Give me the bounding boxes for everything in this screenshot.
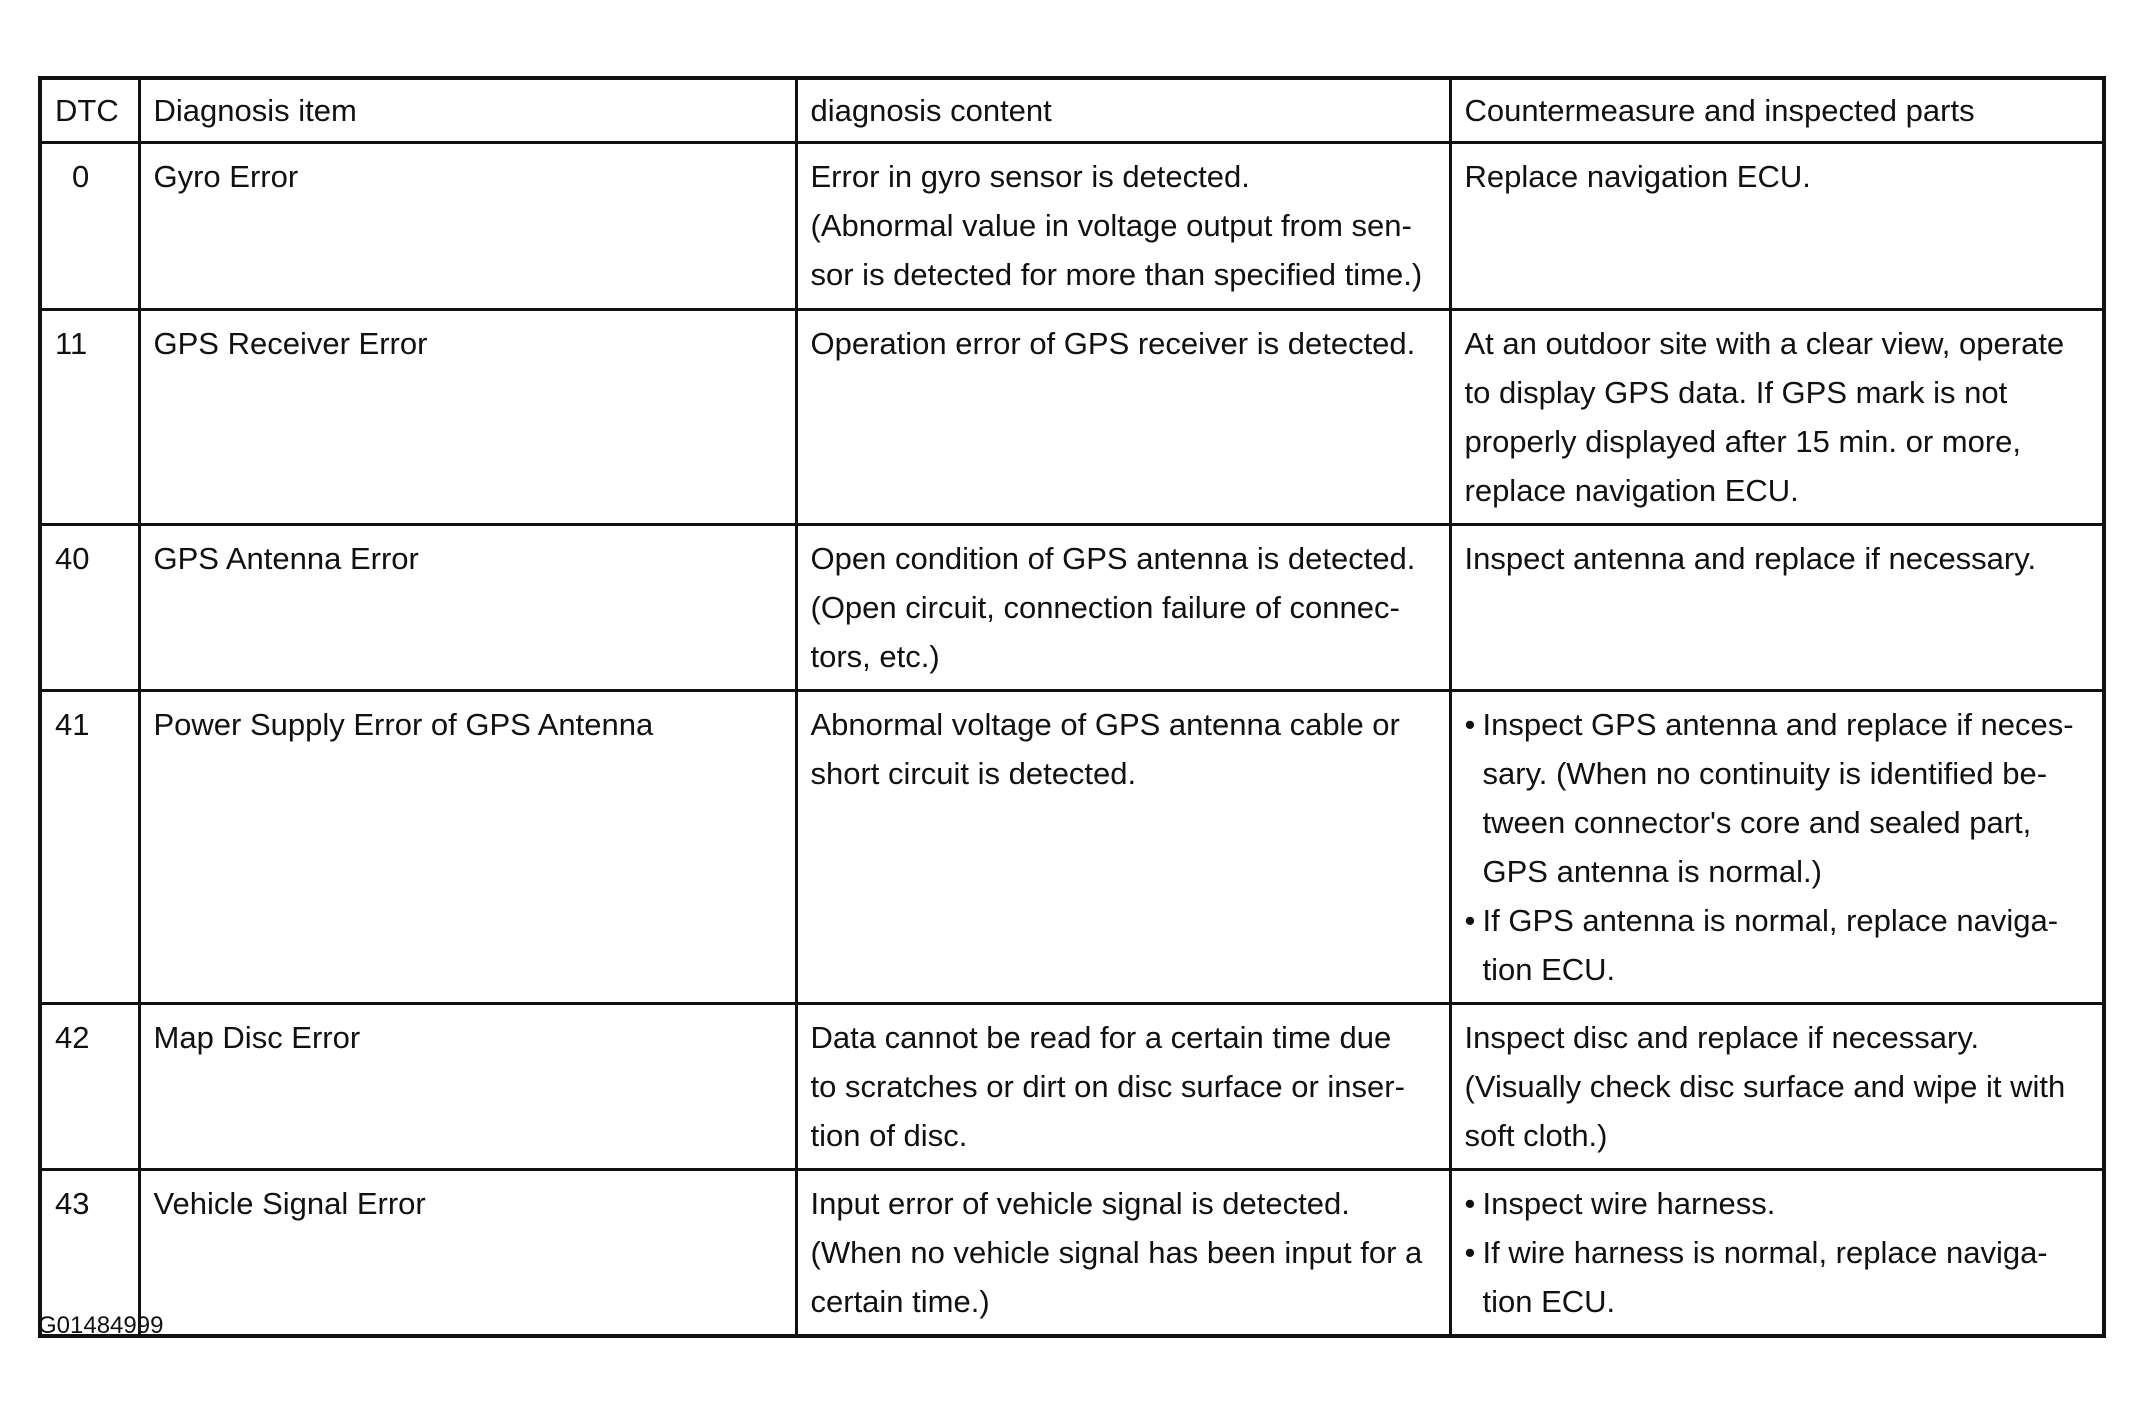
countermeasure-bullets bbox=[1465, 700, 2091, 994]
content-line: Abnormal voltage of GPS antenna cable or bbox=[810, 707, 1400, 742]
content-line: short circuit is detected. bbox=[810, 756, 1137, 791]
table-header bbox=[40, 78, 2104, 143]
bullet-line: tion ECU. bbox=[1482, 952, 1616, 987]
countermeasure bbox=[1450, 310, 2104, 525]
table-row bbox=[40, 143, 2104, 310]
header-diagnosis-item: Diagnosis item bbox=[139, 78, 796, 143]
diagnosis-item: GPS Receiver Error bbox=[139, 310, 796, 525]
bullet-line: tion ECU. bbox=[1482, 1284, 1616, 1319]
header-diagnosis-content: diagnosis content bbox=[796, 78, 1450, 143]
content-line: tors, etc.) bbox=[810, 639, 940, 674]
diagnosis-item: Map Disc Error bbox=[139, 1004, 796, 1170]
countermeasure-line: Inspect antenna and replace if necessary. bbox=[1464, 541, 2037, 576]
figure-code: G01484999 bbox=[38, 1312, 164, 1339]
content-line: Error in gyro sensor is detected. bbox=[810, 159, 1250, 194]
diagnosis-content bbox=[796, 143, 1450, 310]
content-line: Open condition of GPS antenna is detected. bbox=[810, 541, 1416, 576]
bullet-item bbox=[1465, 1179, 2091, 1228]
countermeasure-line: to display GPS data. If GPS mark is not bbox=[1464, 375, 2008, 410]
dtc-code: 11 bbox=[40, 310, 139, 525]
countermeasure-line: Inspect disc and replace if necessary. bbox=[1464, 1020, 1980, 1055]
table-row bbox=[40, 1004, 2104, 1170]
countermeasure-line: At an outdoor site with a clear view, operate bbox=[1464, 326, 2065, 361]
dtc-code: 41 bbox=[40, 691, 139, 1004]
diagnosis-content bbox=[796, 1004, 1450, 1170]
bullet-line: tween connector's core and sealed part, bbox=[1482, 805, 2032, 840]
countermeasure-line: Replace navigation ECU. bbox=[1464, 159, 1811, 194]
countermeasure bbox=[1450, 691, 2104, 1004]
countermeasure-line: (Visually check disc surface and wipe it with bbox=[1464, 1069, 2066, 1104]
dtc-code: 42 bbox=[40, 1004, 139, 1170]
table-row bbox=[40, 525, 2104, 691]
bullet-item bbox=[1465, 896, 2091, 994]
countermeasure bbox=[1450, 143, 2104, 310]
diagnosis-item: Power Supply Error of GPS Antenna bbox=[139, 691, 796, 1004]
diagnosis-item: Gyro Error bbox=[139, 143, 796, 310]
bullet-item bbox=[1465, 1228, 2091, 1326]
countermeasure bbox=[1450, 525, 2104, 691]
content-line: (Open circuit, connection failure of connec- bbox=[810, 590, 1400, 625]
bullet-line: • Inspect wire harness. bbox=[1482, 1186, 1776, 1221]
bullet-item bbox=[1465, 700, 2091, 896]
content-line: (When no vehicle signal has been input for a bbox=[810, 1235, 1423, 1270]
countermeasure bbox=[1450, 1004, 2104, 1170]
countermeasure-line: soft cloth.) bbox=[1464, 1118, 1608, 1153]
dtc-code: 43 bbox=[40, 1170, 139, 1337]
header-countermeasure: Countermeasure and inspected parts bbox=[1450, 78, 2104, 143]
content-line: Operation error of GPS receiver is detected. bbox=[810, 326, 1416, 361]
content-line: tion of disc. bbox=[810, 1118, 968, 1153]
header-dtc: DTC bbox=[40, 78, 139, 143]
bullet-line: • If wire harness is normal, replace naviga- bbox=[1482, 1235, 2048, 1270]
content-line: to scratches or dirt on disc surface or inser- bbox=[810, 1069, 1405, 1104]
diagnosis-content bbox=[796, 691, 1450, 1004]
table-row bbox=[40, 691, 2104, 1004]
countermeasure-line: properly displayed after 15 min. or more, bbox=[1464, 424, 2022, 459]
diagnosis-item: Vehicle Signal Error bbox=[139, 1170, 796, 1337]
countermeasure-bullets bbox=[1465, 1179, 2091, 1326]
diagnosis-content bbox=[796, 310, 1450, 525]
content-line: sor is detected for more than specified time.) bbox=[810, 257, 1423, 292]
bullet-line: • If GPS antenna is normal, replace naviga- bbox=[1482, 903, 2059, 938]
table-row bbox=[40, 310, 2104, 525]
content-line: Input error of vehicle signal is detected. bbox=[810, 1186, 1350, 1221]
diagnosis-item: GPS Antenna Error bbox=[139, 525, 796, 691]
header-row bbox=[40, 78, 2104, 143]
dtc-code: 0 bbox=[40, 143, 139, 310]
dtc-code: 40 bbox=[40, 525, 139, 691]
countermeasure-line: replace navigation ECU. bbox=[1464, 473, 1799, 508]
bullet-line: GPS antenna is normal.) bbox=[1482, 854, 1822, 889]
bullet-line: • Inspect GPS antenna and replace if neces- bbox=[1482, 707, 2074, 742]
content-line: Data cannot be read for a certain time due bbox=[810, 1020, 1392, 1055]
content-line: certain time.) bbox=[810, 1284, 990, 1319]
table-row bbox=[40, 1170, 2104, 1337]
content-line: (Abnormal value in voltage output from sen- bbox=[810, 208, 1412, 243]
diagnosis-content bbox=[796, 525, 1450, 691]
dtc-table bbox=[38, 76, 2106, 1338]
diagnosis-content bbox=[796, 1170, 1450, 1337]
countermeasure bbox=[1450, 1170, 2104, 1337]
bullet-line: sary. (When no continuity is identified be- bbox=[1482, 756, 2048, 791]
